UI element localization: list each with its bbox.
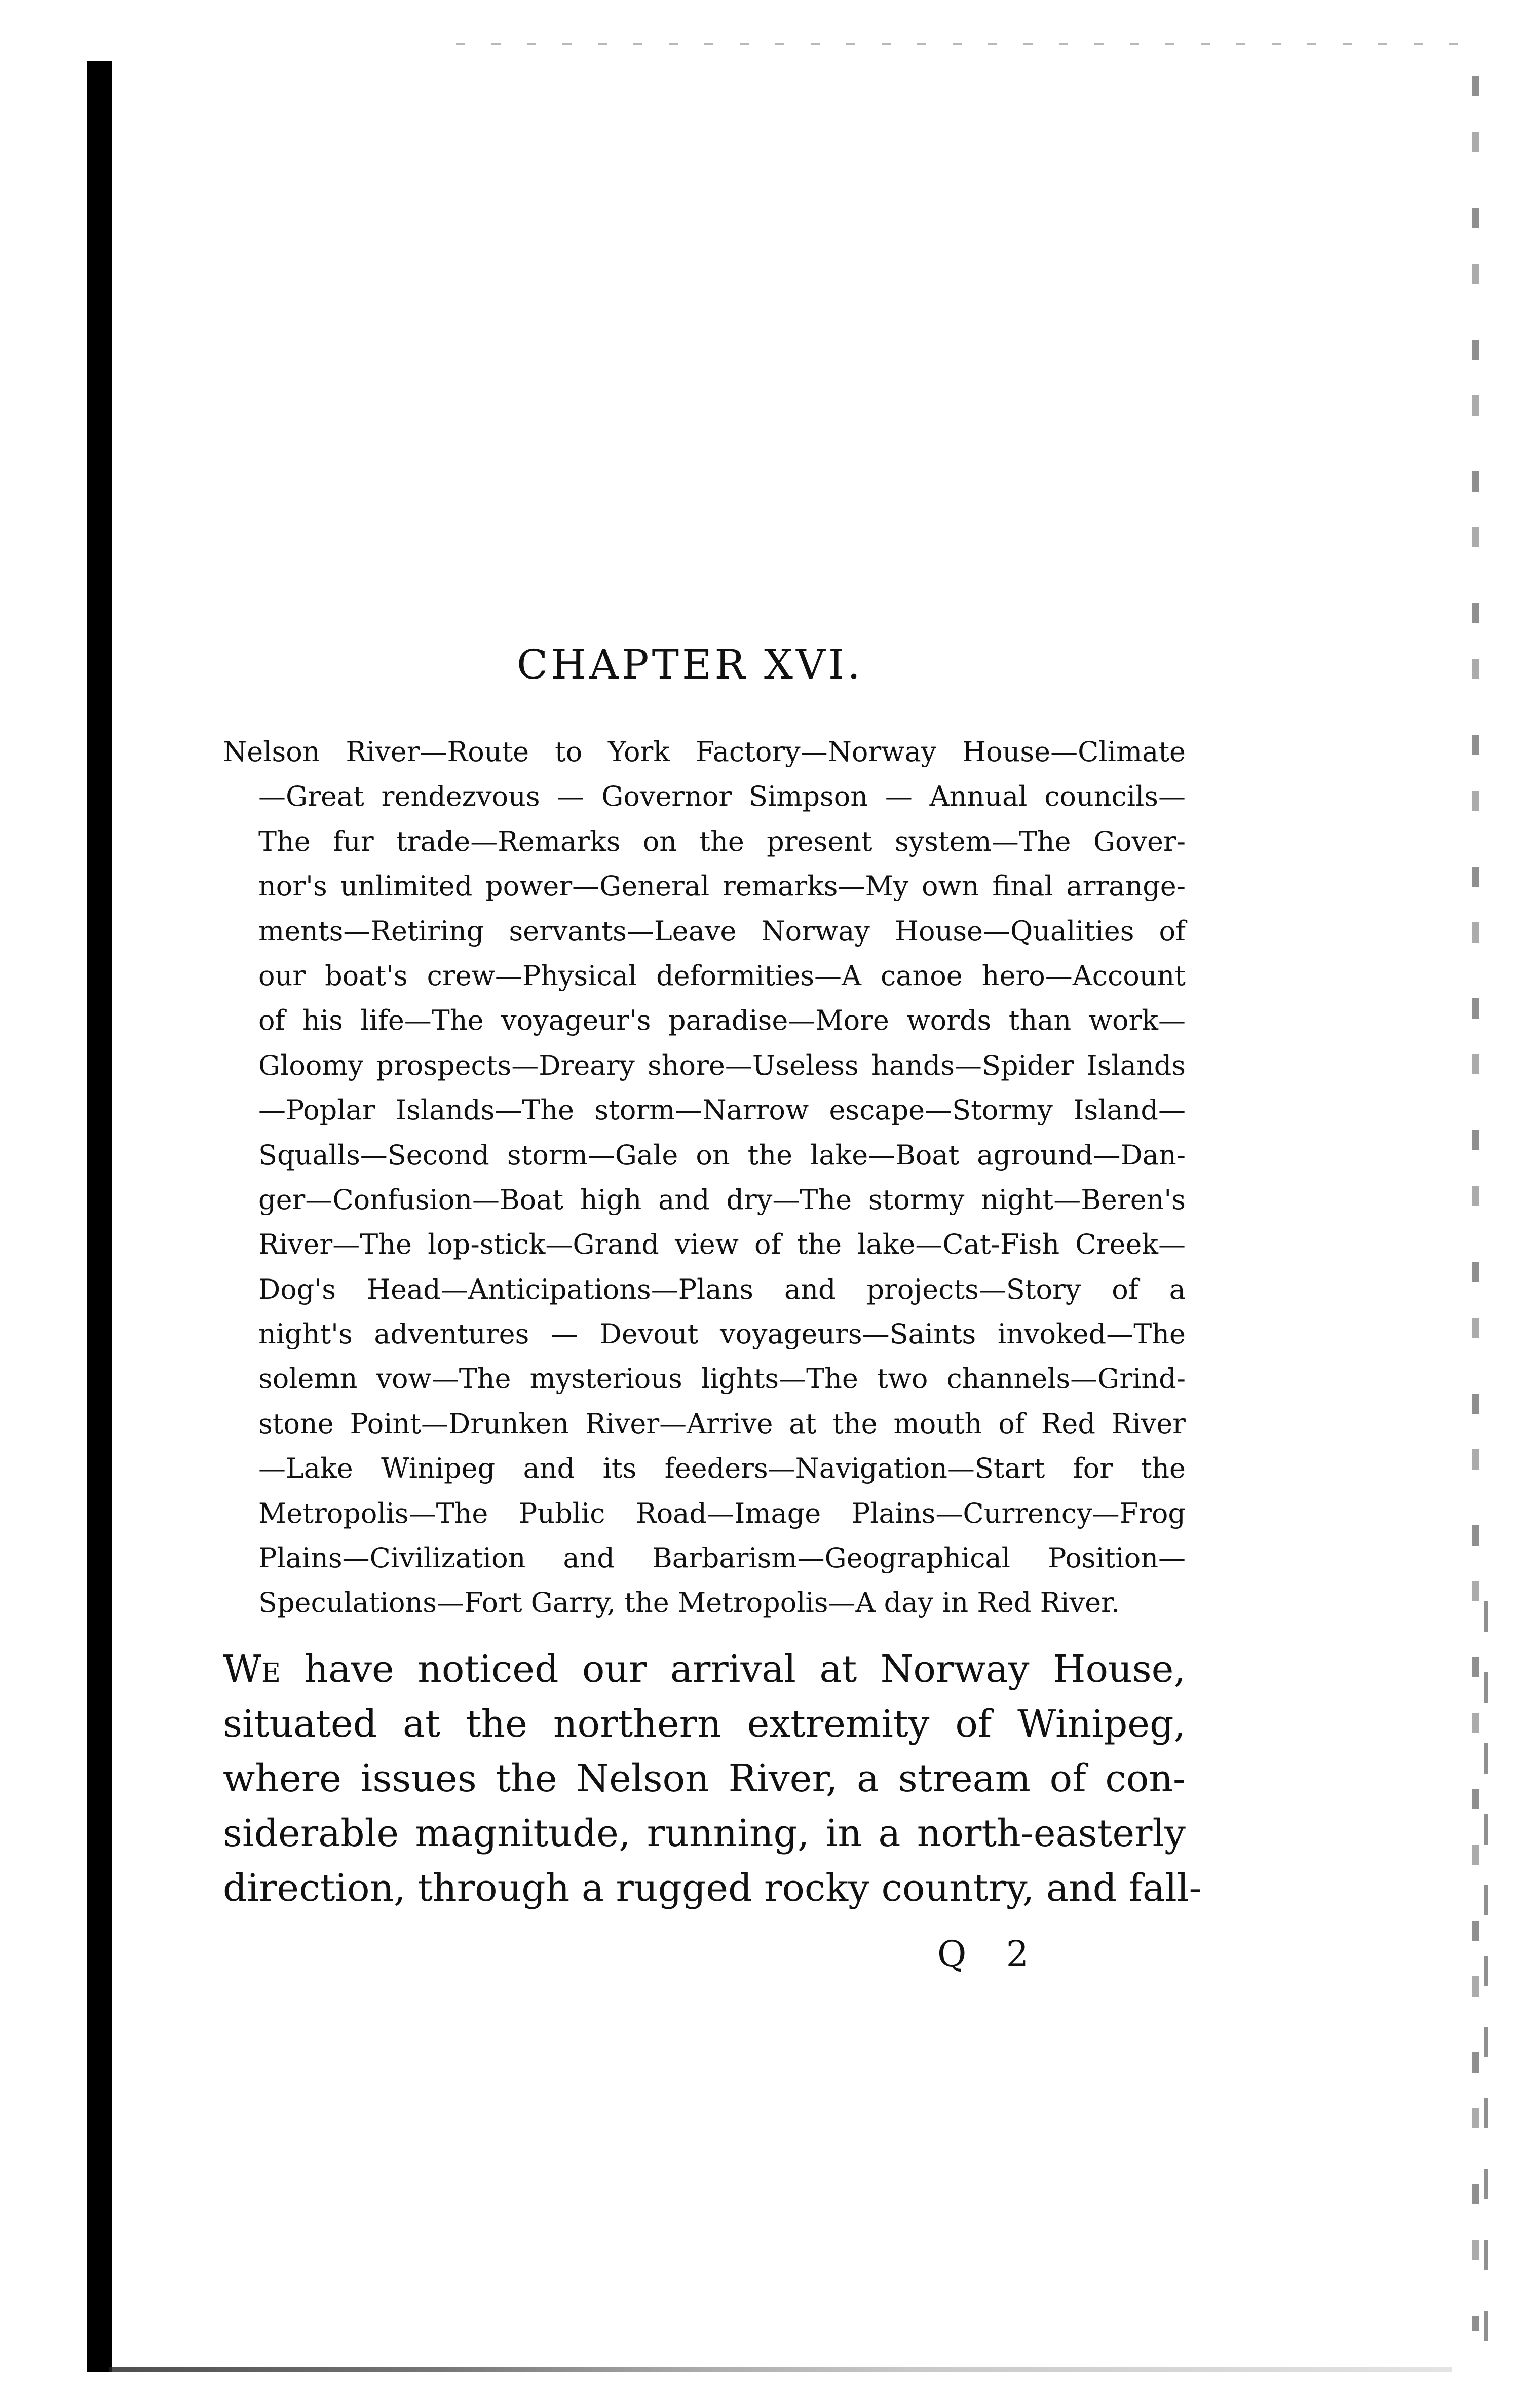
summary-line: stone Point—Drunken River—Arrive at the mouth of Red River <box>258 1407 1186 1440</box>
bottom-page-edge <box>109 2367 1452 2372</box>
summary-line: Gloomy prospects—Dreary shore—Useless hands—Spider Islands <box>258 1049 1186 1081</box>
binding-edge-shadow <box>87 61 112 2372</box>
chapter-summary <box>223 730 1186 1626</box>
summary-line: nor's unlimited power—General remarks—My own final arrange- <box>258 870 1186 902</box>
summary-line: Metropolis—The Public Road—Image Plains—Currency—Frog <box>258 1497 1186 1529</box>
summary-line: Squalls—Second storm—Gale on the lake—Boat aground—Dan- <box>258 1139 1186 1171</box>
summary-line: The fur trade—Remarks on the present system—The Gover- <box>258 825 1186 857</box>
right-page-edge <box>1472 76 1479 2331</box>
right-page-edge-secondary <box>1484 1601 1488 2361</box>
body-line: where issues the Nelson River, a stream of con- <box>223 1757 1186 1800</box>
body-line: siderable magnitude, running, in a north-easterly <box>223 1812 1186 1855</box>
summary-line: night's adventures — Devout voyageurs—Saints invoked—The <box>258 1318 1186 1350</box>
summary-line: Speculations—Fort Garry, the Metropolis—A day in Red River. <box>258 1587 1120 1619</box>
summary-line: of his life—The voyageur's paradise—More words than work— <box>258 1004 1186 1037</box>
body-line-text: have noticed our arrival at Norway House, <box>281 1647 1186 1691</box>
summary-line: our boat's crew—Physical deformities—A canoe hero—Account <box>258 959 1186 992</box>
body-line: situated at the northern extremity of Winipeg, <box>223 1702 1186 1746</box>
summary-line: —Great rendezvous — Governor Simpson — Annual councils— <box>258 780 1186 813</box>
summary-line: ger—Confusion—Boat high and dry—The stormy night—Beren's <box>258 1183 1186 1216</box>
signature-mark: Q 2 <box>937 1933 1043 1975</box>
summary-line: ments—Retiring servants—Leave Norway House—Qualities of <box>258 915 1186 947</box>
top-page-edge <box>456 43 1469 45</box>
body-line <box>223 1642 1186 1697</box>
summary-line: —Lake Winipeg and its feeders—Navigation—Start for the <box>258 1452 1186 1485</box>
summary-line: —Poplar Islands—The storm—Narrow escape—Stormy Island— <box>258 1094 1186 1126</box>
summary-line: Plains—Civilization and Barbarism—Geographical Position— <box>258 1542 1186 1574</box>
body-line: direction, through a rugged rocky country, and fall- <box>223 1866 1202 1910</box>
summary-line: Dog's Head—Anticipations—Plans and projects—Story of a <box>258 1273 1186 1305</box>
summary-line: solemn vow—The mysterious lights—The two channels—Grind- <box>258 1363 1186 1395</box>
summary-line: Nelson River—Route to York Factory—Norway House—Climate <box>223 736 1186 768</box>
summary-line: River—The lop-stick—Grand view of the lake—Cat-Fish Creek— <box>258 1228 1186 1261</box>
chapter-heading: CHAPTER XVI. <box>517 641 863 688</box>
body-paragraph <box>223 1642 1202 1915</box>
body-first-word: We <box>223 1647 281 1691</box>
